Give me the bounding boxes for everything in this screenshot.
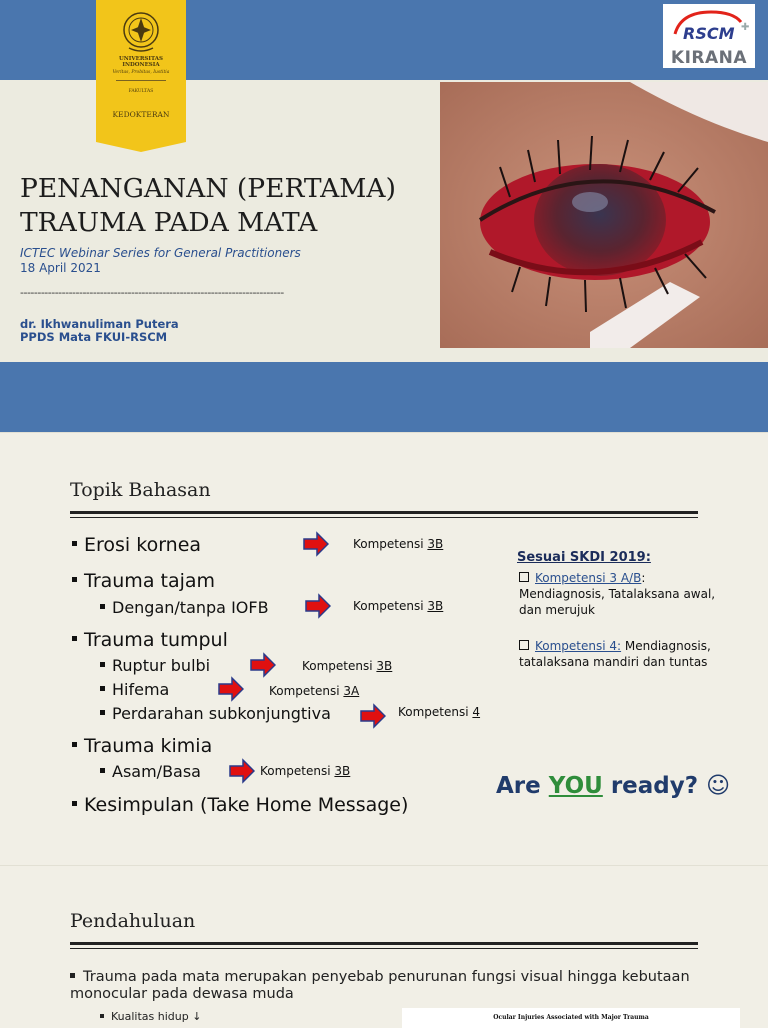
topic-item: Kesimpulan (Take Home Message) (72, 794, 408, 816)
right-arrow-icon (305, 593, 331, 619)
kompetensi-label: Kompetensi 3B (302, 659, 393, 673)
kompetensi-label: Kompetensi 3B (260, 764, 351, 778)
right-arrow-icon (250, 652, 276, 678)
makara-emblem-icon (121, 10, 161, 54)
title-rule-thin (70, 517, 698, 518)
right-arrow-icon (229, 758, 255, 784)
checkbox-icon (519, 572, 529, 582)
kompetensi-label: Kompetensi 3A (269, 684, 360, 698)
title-rule-thin (70, 948, 698, 949)
ui-divider (116, 80, 166, 81)
are-you-ready-text: Are YOU ready? ☺ (496, 773, 731, 799)
skdi-item: Kompetensi 3 A/B: Mendiagnosis, Tatalaksana awal, dan merujuk (519, 571, 716, 617)
rscm-kirana-logo (663, 4, 755, 68)
webinar-date: 18 April 2021 (20, 261, 101, 275)
ui-faculty-small: FAKULTAS (128, 89, 154, 94)
bottom-band (0, 362, 768, 432)
skdi-heading: Sesuai SKDI 2019: (517, 550, 651, 565)
introduction-slide (0, 865, 768, 1025)
webinar-subtitle: ICTEC Webinar Series for General Practitioners (20, 246, 301, 260)
slide-title: Pendahuluan (70, 910, 196, 932)
topic-item: Trauma tumpul (72, 629, 228, 651)
table-caption: Ocular Injuries Associated with Major Trauma (493, 1014, 649, 1021)
title-slide (0, 0, 768, 432)
dashed-separator: ---------------------------------------------------------------------------- (20, 286, 284, 299)
skdi-item: Kompetensi 4: Mendiagnosis, tatalaksana mandiri dan tuntas (519, 639, 711, 669)
ui-name: UNIVERSITAS INDONESIA (118, 56, 163, 68)
rscm-name: RSCM (683, 24, 735, 43)
right-arrow-icon (303, 531, 329, 557)
ui-motto: Veritas, Probitas, Iustitia (112, 70, 170, 75)
right-arrow-icon (218, 676, 244, 702)
kompetensi-label: Kompetensi 3B (353, 599, 444, 613)
checkbox-icon (519, 640, 529, 650)
intro-sub-bullet: Kualitas hidup ↓ (100, 1010, 201, 1023)
topic-item: Trauma tajam (72, 570, 215, 592)
ui-logo (96, 0, 186, 142)
kirana-name: KIRANA (670, 48, 748, 68)
topic-item: Trauma kimia (72, 735, 212, 757)
subtopic-item: Dengan/tanpa IOFB (100, 598, 269, 617)
intro-bullet: Trauma pada mata merupakan penyebab penurunan fungsi visual hingga kebutaan monocular pada dewasa muda (70, 969, 690, 1002)
author-name: dr. Ikhwanuliman Putera (20, 317, 179, 331)
title-rule-thick (70, 942, 698, 945)
title-rule-thick (70, 511, 698, 514)
ui-faculty: KEDOKTERAN (112, 110, 170, 119)
slide-title: Topik Bahasan (70, 479, 211, 501)
subtopic-item: Ruptur bulbi (100, 656, 210, 675)
kompetensi-label: Kompetensi 3B (353, 537, 444, 551)
kompetensi-label: Kompetensi 4 (398, 705, 481, 719)
eye-trauma-photo (440, 82, 768, 348)
topics-slide (0, 432, 768, 865)
right-arrow-icon (360, 703, 386, 729)
ocular-injuries-table-image (402, 1008, 740, 1028)
subtopic-item: Hifema (100, 680, 169, 699)
plus-icon: ✚ (741, 22, 750, 33)
topic-item: Erosi kornea (72, 534, 201, 556)
author-affiliation: PPDS Mata FKUI-RSCM (20, 330, 168, 344)
subtopic-item: Perdarahan subkonjungtiva (100, 704, 331, 723)
slide-title: PENANGANAN (PERTAMA) TRAUMA PADA MATA (20, 173, 396, 238)
subtopic-item: Asam/Basa (100, 762, 201, 781)
